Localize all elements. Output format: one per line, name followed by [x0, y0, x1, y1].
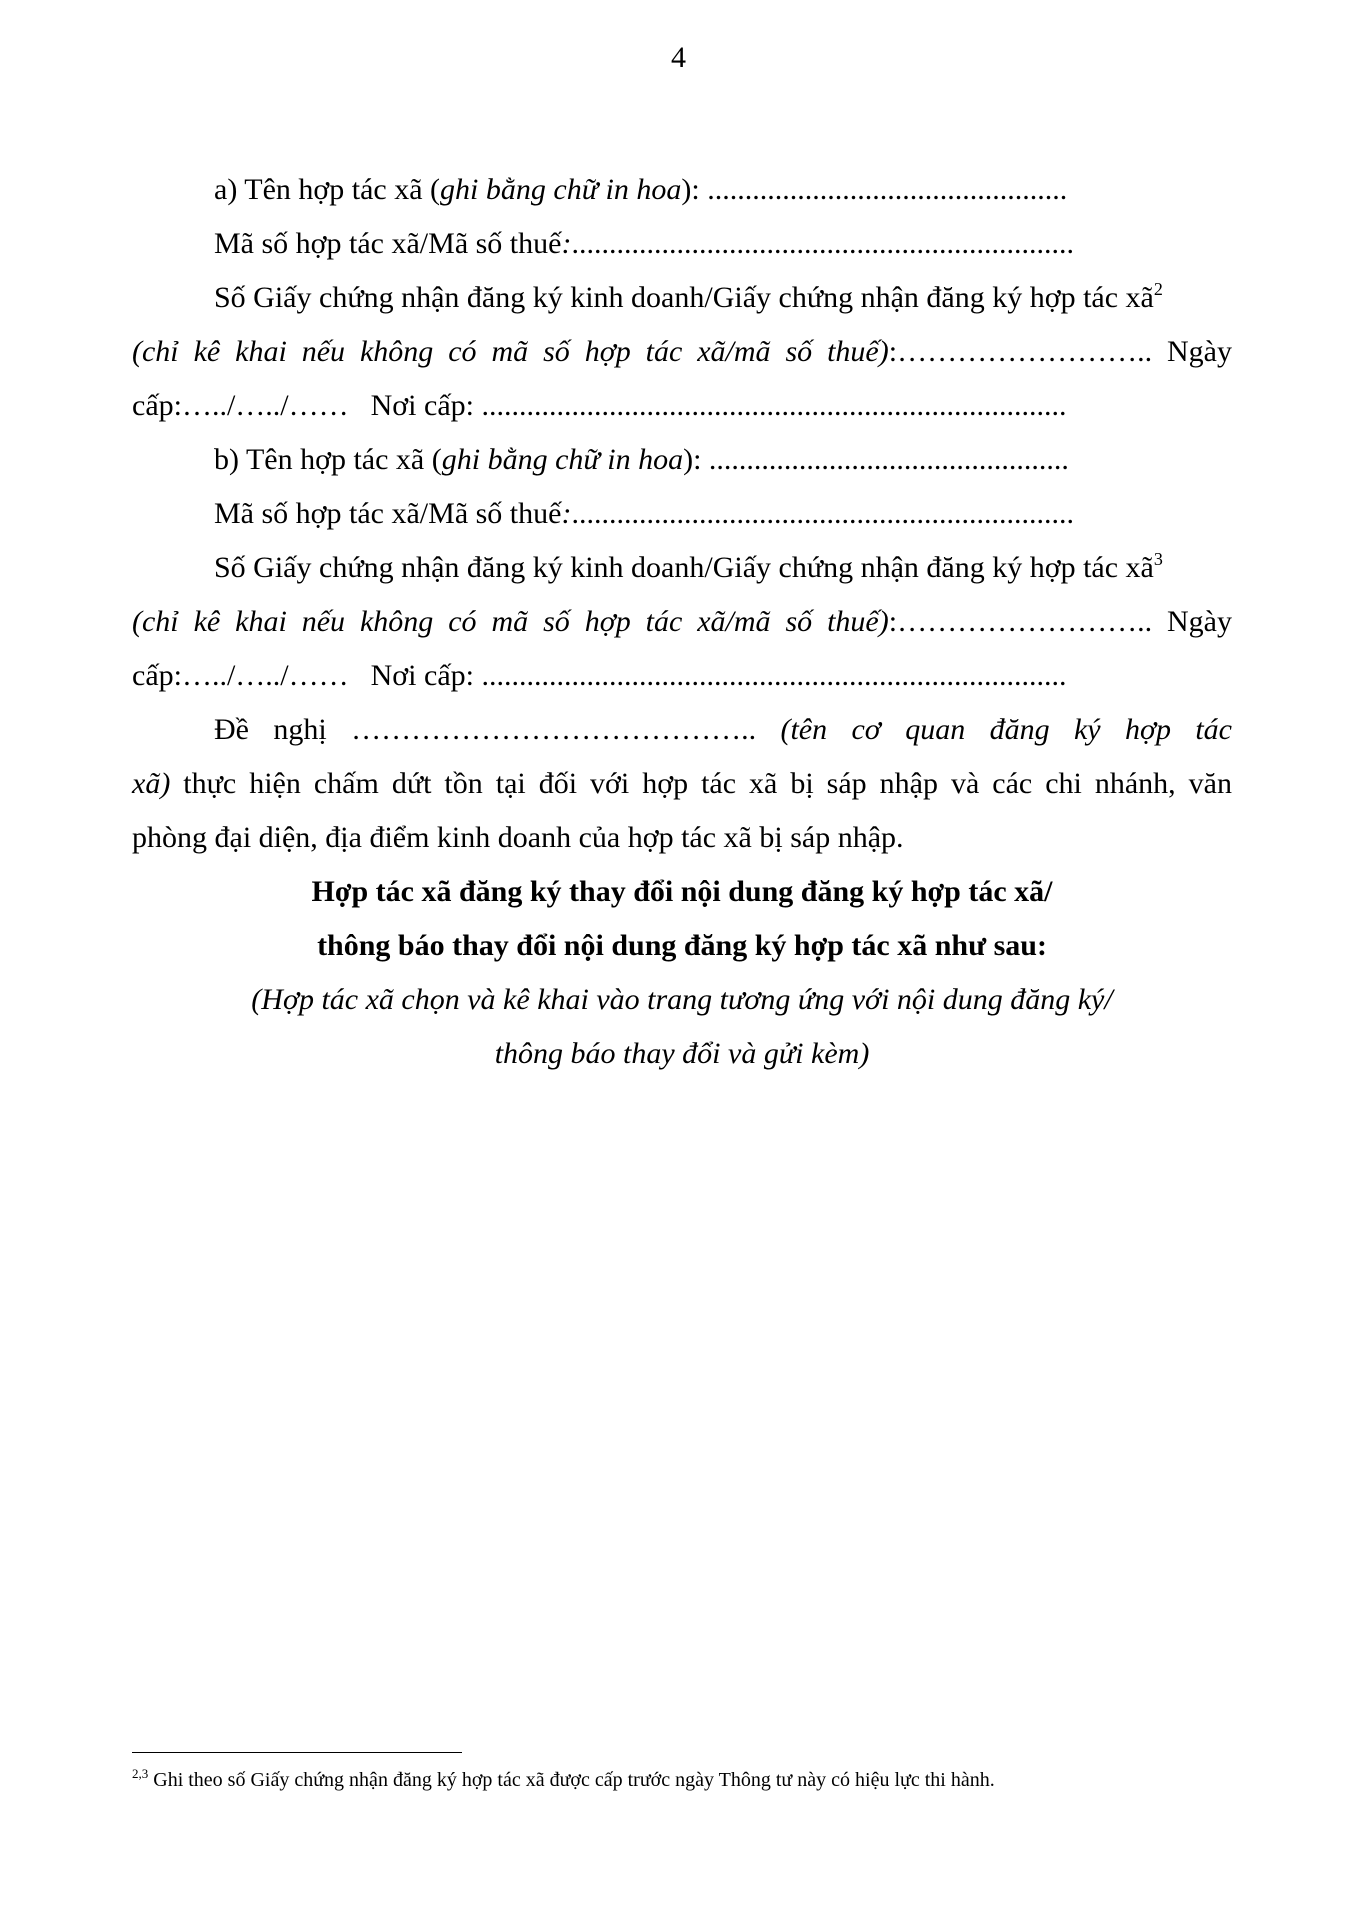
request-lead[interactable]: Đề nghị ………………………………….. — [214, 713, 757, 746]
section-b-cert-hint-line — [132, 595, 1232, 649]
section-a-cert-hint: (chỉ kê khai nếu không có mã số hợp tác xã/mã số thuế) — [132, 335, 889, 368]
heading-line-1: Hợp tác xã đăng ký thay đổi nội dung đăng ký hợp tác xã/ — [311, 875, 1053, 908]
request-line-1 — [132, 703, 1232, 757]
section-b-name-line — [132, 433, 1232, 487]
section-a-tax-field[interactable]: ................................................................... — [571, 227, 1074, 260]
section-b-place-field[interactable]: .............................................................................. — [473, 659, 1067, 692]
section-b-date-line — [132, 649, 1232, 703]
section-b-name-hint: ghi bằng chữ in hoa — [441, 443, 684, 476]
section-b-date-field[interactable]: cấp:…../…../…… — [132, 659, 349, 692]
section-b-name-tail: ): — [683, 443, 702, 476]
section-a-place-label: Nơi cấp: — [370, 389, 474, 422]
request-line-3 — [132, 811, 1232, 865]
footnote — [132, 1766, 1232, 1794]
agency-hint-end: xã) — [132, 767, 171, 800]
section-a-name-field[interactable]: ................................................ — [699, 173, 1068, 206]
section-a-place-field[interactable]: .............................................................................. — [473, 389, 1067, 422]
request-line-2 — [132, 757, 1232, 811]
document-body — [132, 163, 1232, 1081]
section-a-date-line — [132, 379, 1232, 433]
section-a-cert-field[interactable]: :…………………….. Ngày — [888, 335, 1233, 368]
section-b-place-label: Nơi cấp: — [370, 659, 474, 692]
section-b-tax-label: Mã số hợp tác xã/Mã số thuế — [214, 497, 562, 530]
section-a-tax-label: Mã số hợp tác xã/Mã số thuế — [214, 227, 562, 260]
section-b-cert-hint: (chỉ kê khai nếu không có mã số hợp tác xã/mã số thuế) — [132, 605, 889, 638]
heading-note-1: (Hợp tác xã chọn và kê khai vào trang tương ứng với nội dung đăng ký/ — [251, 983, 1113, 1016]
section-a-cert-hint-line — [132, 325, 1232, 379]
footnote-marker: 2,3 — [132, 1766, 149, 1781]
section-a-name-line — [132, 163, 1232, 217]
footnote-text: Ghi theo số Giấy chứng nhận đăng ký hợp tác xã được cấp trước ngày Thông tư này có hiệu lực thi hành. — [148, 1769, 995, 1791]
heading-note-2: thông báo thay đổi và gửi kèm) — [494, 1037, 870, 1070]
section-b-tax-line — [132, 487, 1232, 541]
footnote-ref-3: 3 — [1153, 549, 1163, 569]
footnote-divider — [132, 1752, 462, 1753]
section-b-cert-line — [132, 541, 1232, 595]
section-a-name-tail: ): — [681, 173, 700, 206]
section-b-tax-colon: : — [561, 497, 572, 530]
page-number: 4 — [671, 41, 686, 74]
section-a-name-label: a) Tên hợp tác xã ( — [214, 173, 441, 206]
section-b-cert-label: Số Giấy chứng nhận đăng ký kinh doanh/Giấy chứng nhận đăng ký hợp tác xã — [214, 551, 1154, 584]
section-b-name-label: b) Tên hợp tác xã ( — [214, 443, 442, 476]
request-text-end: phòng đại diện, địa điểm kinh doanh của hợp tác xã bị sáp nhập. — [132, 821, 904, 854]
section-a-tax-line — [132, 217, 1232, 271]
section-a-date-field[interactable]: cấp:…../…../…… — [132, 389, 349, 422]
section-b-tax-field[interactable]: ................................................................... — [571, 497, 1074, 530]
footnote-ref-2: 2 — [1153, 279, 1163, 299]
section-b-cert-field[interactable]: :…………………….. Ngày — [888, 605, 1233, 638]
agency-hint: (tên cơ quan đăng ký hợp tác — [780, 713, 1232, 746]
section-a-name-hint: ghi bằng chữ in hoa — [440, 173, 682, 206]
heading-line-2: thông báo thay đổi nội dung đăng ký hợp tác xã như sau: — [317, 929, 1047, 962]
section-a-cert-line — [132, 271, 1232, 325]
section-a-tax-colon: : — [561, 227, 572, 260]
request-text: thực hiện chấm dứt tồn tại đối với hợp tác xã bị sáp nhập và các chi nhánh, văn — [170, 767, 1232, 800]
section-a-cert-label: Số Giấy chứng nhận đăng ký kinh doanh/Giấy chứng nhận đăng ký hợp tác xã — [214, 281, 1154, 314]
section-b-name-field[interactable]: ................................................ — [701, 443, 1069, 476]
